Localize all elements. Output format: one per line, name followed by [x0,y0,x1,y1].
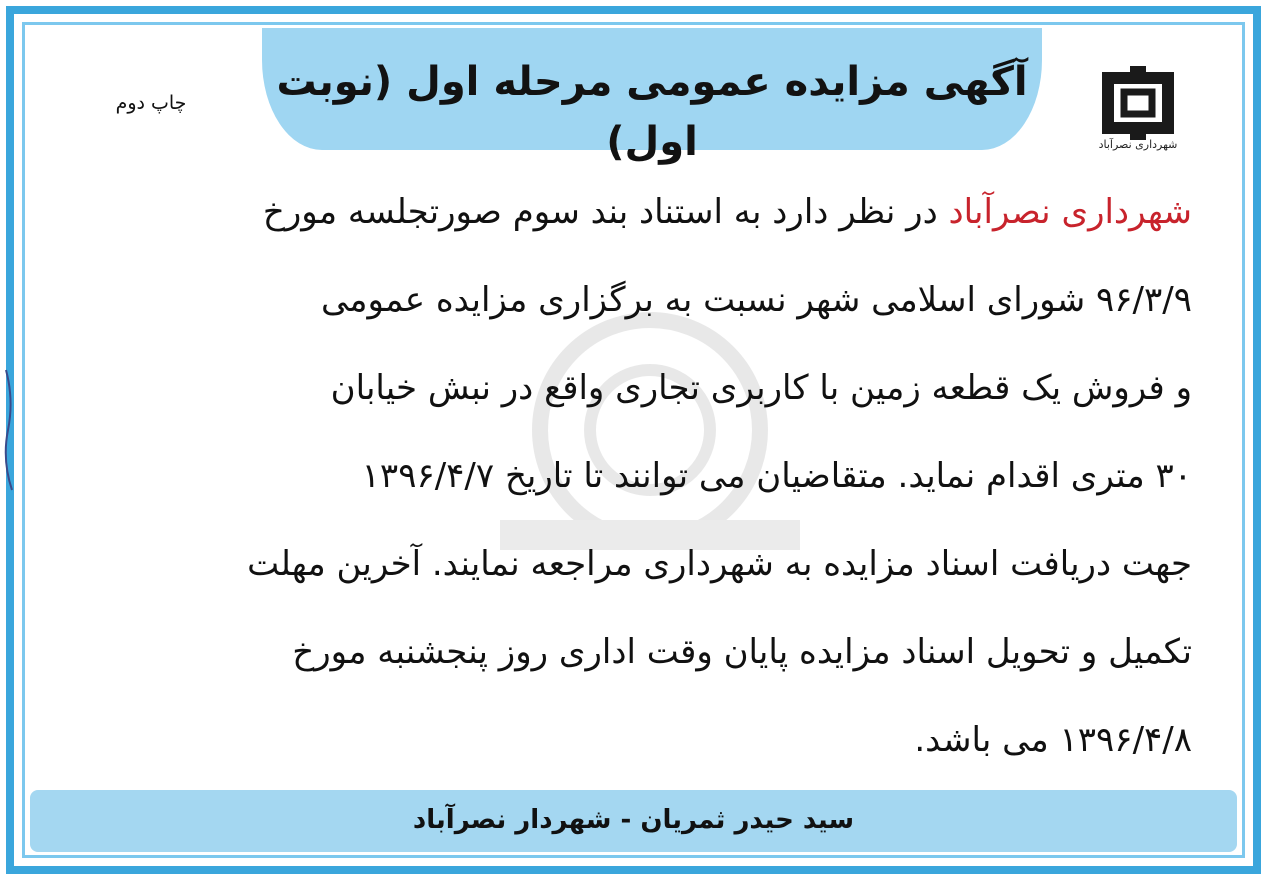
municipality-logo-icon [1090,66,1186,170]
body-line-5: جهت دریافت اسناد مزایده به شهرداری مراجعه نمایند. آخرین مهلت [247,544,1192,584]
organization-name: شهرداری نصرآباد [948,192,1192,232]
body-line-7: ۱۳۹۶/۴/۸ می باشد. [914,720,1192,760]
body-line-2: ۹۶/۳/۹ شورای اسلامی شهر نسبت به برگزاری مزایده عمومی [320,280,1192,320]
body-line-6: تکمیل و تحویل اسناد مزایده پایان وقت اداری روز پنجشنبه مورخ [292,632,1192,672]
body-line-4: ۳۰ متری اقدام نماید. متقاضیان می توانند تا تاریخ ۱۳۹۶/۴/۷ [361,456,1192,496]
notice-body [76,168,1192,784]
side-ink-mark [0,360,20,500]
body-line-1: شهرداری نصرآباد در نظر دارد به استناد بند سوم صورتجلسه مورخ [262,192,1192,232]
logo-caption: شهرداری نصرآباد [1098,138,1178,151]
signature: سید حیدر ثمریان - شهردار نصرآباد [412,805,855,835]
edition-label: چاپ دوم [115,92,187,114]
body-line-3: و فروش یک قطعه زمین با کاربری تجاری واقع در نبش خیابان [330,368,1192,408]
notice-title: آگهی مزایده عمومی مرحله اول (نوبت اول) [276,59,1028,165]
